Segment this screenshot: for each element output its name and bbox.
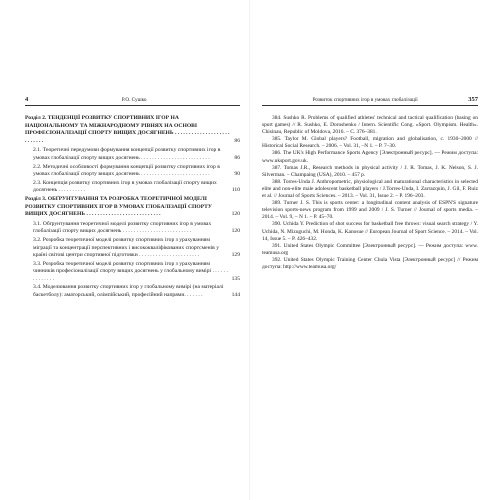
left-page-header [25,96,240,106]
reference-item: 387. Tomas J.R., Research methods in physical activity / J. R. Tomas, J. K. Nelson, S. J. Silverman. – Champaing (USA), 2010. – 457 p. [262,164,478,178]
reference-item: 389. Turner J. S. This is sports center: a longitudinal content analysis of ESPN'S signature television sports-news program from 1999 and 2009 / J. S. Turner // Journal of sports media. – 2014. – Vol. 9, – N 1. – P. 45–70. [262,200,478,221]
toc-item-page: 120 [231,228,240,235]
right-page [250,0,500,500]
toc-item-page: 135 [231,275,240,282]
toc-item [33,147,240,162]
reference-item: 384. Sushko R. Problems of qualified athletes' technical and tactical qualification (basing on sport games) // R. Sushko, E. Doroshenko / Intern. Scientific Cong. «Sport. Olympism. Health». Chisinau, Republic of Moldova, 2016. – C. 376–381. [262,115,478,136]
reference-item: 388. Torres-Unda J. Anthropometric, physiological and maturational characteristics in selected elite and non-elite male adolescent basketball players / J.Torres-Unda, I. Zarrazquin, J. Gil, F. Ruiz et al. // Journal of Sports Sciences. – 2013. – Vol. 31, Issue 2. – P. 196–203. [262,178,478,200]
toc-item-text: 3.4. Моделювання розвитку спортивних ігор у глобальному вимірі (на матеріалі баскетболу): аматорський, олімпійський, професійний напрями. . . . . . . [33,284,224,299]
toc-item-page: 129 [231,252,240,259]
table-of-contents [25,115,240,300]
reference-item: 390. Uchida Y. Prediction of shot success for basketball free throws: visual search strategy / Y. Uchida, N. Mizuguchi, M. Honda, K. Kanosue // European Journal of Sport Science. – 2014. – Vol. 14, Issue 5. – P. 426–432. [262,221,478,242]
toc-item-text: 3.1. Обґрунтування теоретичної моделі розвитку спортивних ігор в умовах глобалізації спорту вищих досягнень . . . . . . . . . . . . . . . . . . . . . . . . . [33,220,212,235]
toc-item-page: 86 [234,154,240,161]
toc-item-text: 3.3. Розробка теоретичної моделі розвитку спортивних ігор з урахуванням чинників професіоналізації спорту вищих досягнень у глобальному вимірі . . . . . . . . . . . . . . [33,260,228,282]
reference-item: 386. The UK's High Performance Sports Agency [Электронный ресурс]. — Режим доступа: www.uksport.gov.uk. [262,150,478,164]
toc-item [33,221,240,236]
toc-item-text: 2.3. Концепція розвитку спортивних ігор в умовах глобалізації спорту вищих досягнень . . . . . . . . . . [33,179,217,194]
toc-item-page: 144 [231,292,240,299]
running-title: Розвиток спортивних ігор в умовах глобалізації [312,97,418,103]
right-page-number: 357 [468,96,478,103]
toc-section-3 [25,196,240,219]
reference-item: 385. Taylor M. Global players? Football, migration and globalisation, c. 1930–2000 // Historical Social Research. – 2006. – Vol. 31, –N 1. – P. 7–30. [262,136,478,150]
toc-section-title: Розділ 3. ОБҐРУНТУВАННЯ ТА РОЗРОБКА ТЕОРЕТИЧНОЇ МОДЕЛІ РОЗВИТКУ СПОРТИВНИХ ІГОР В УМОВАХ ГЛОБАЛІЗАЦІЇ СПОРТУ ВИЩИХ ДОСЯГНЕНЬ . . . . . . . . . . . . . . . . . . . . . . . . . . . [25,195,213,218]
left-page-number: 4 [25,96,29,103]
toc-section-page: 120 [231,211,240,218]
toc-item [33,164,240,179]
reference-item: 391. United States Olympic Committee [Электронный ресурс]. — Режим доступа: www. teamusa.org [262,242,478,256]
toc-item-text: 2.1. Теоретичні передумови формування концепції розвитку спортивних ігор в умовах глобалізації спорту вищих досягнень . . . . . . . . . . . . . . . . . . . . . . . . . [33,147,221,161]
toc-item-text: 2.2. Методичні особливості формування концепції розвитку спортивних ігор в умовах глобалізації спорту вищих досягнень . . . . . . . . . . . . . . . . . . . . . . . . . [33,163,220,178]
toc-item [33,284,240,299]
toc-item [33,261,240,284]
toc-item-page: 90 [234,171,240,178]
reference-item: 392. United States Olympic Training Center Chula Vista [Электронный ресурс] // Режим доступа: http://www.teamusa.org/ [262,256,478,270]
toc-section-2 [25,115,240,145]
right-page-header [262,96,478,106]
toc-item [33,180,240,195]
toc-item [33,237,240,260]
reference-list [262,115,478,271]
toc-section-title: Розділ 2. ТЕНДЕНЦІЇ РОЗВИТКУ СПОРТИВНИХ ІГОР НА НАЦІОНАЛЬНОМУ ТА МІЖНАРОДНОМУ РІВНЯХ НА ОСНОВІ ПРОФЕСІОНАЛІЗАЦІЇ СПОРТУ ВИЩИХ ДОСЯГНЕНЬ . . . . . . . . . . . . . . . . . . . . . . . . . . . [25,115,230,144]
toc-item-page: 110 [231,187,240,194]
toc-section-page: 86 [234,137,240,144]
toc-item-text: 3.2. Розробка теоретичної моделі розвитку спортивних ігор з урахуванням міграції та концентрації перспективних і висококваліфікованих спортсменів у країні світові центри спортивної підготовки . . . . . . . . . . . . . . . . . . . . . . [33,236,219,259]
left-page-author: Р.О. Сушко [121,97,147,103]
